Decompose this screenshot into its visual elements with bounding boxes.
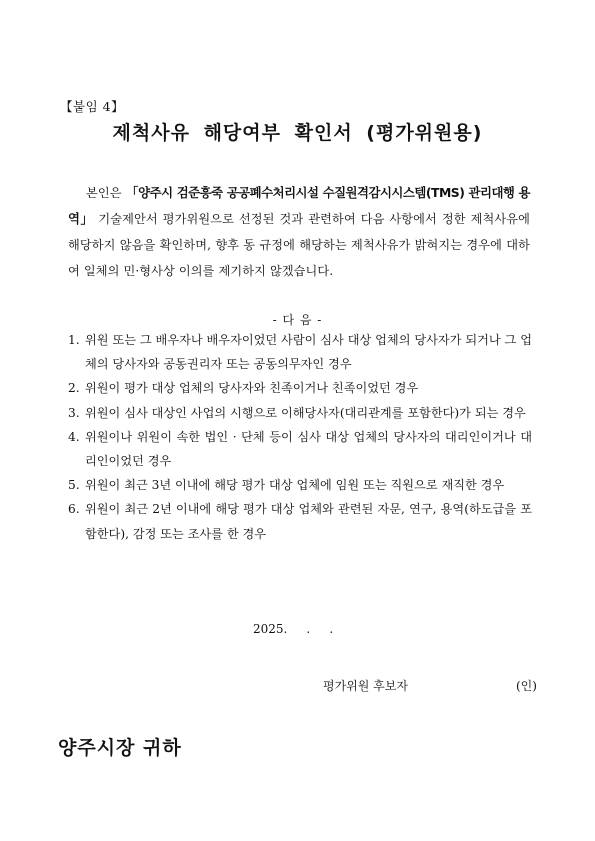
item-number: 5. — [68, 478, 80, 493]
item-number: 2. — [68, 381, 80, 396]
list-item — [68, 473, 532, 497]
project-name: 「양주시 검준흥죽 공공폐수처리시설 수질원격감시시스템(TMS) 관리대행 용역」 — [68, 185, 530, 226]
item-text: 위원이 최근 2년 이내에 해당 평가 대상 업체와 관련된 자문, 연구, 용역(하도급을 포함한다), 감정 또는 조사를 한 경우 — [85, 502, 532, 541]
list-item — [68, 401, 532, 425]
item-text: 위원이나 위원이 속한 법인 · 단체 등이 심사 대상 업체의 당사자의 대리인이거나 대리인이었던 경우 — [85, 429, 532, 469]
intro-body: 기술제안서 평가위원으로 선정된 것과 관련하여 다음 사항에서 정한 제척사유에 해당하지 않음을 확인하며, 향후 동 규정에 해당하는 제척사유가 밝혀지는 경우에 대하여 일체의 민·형사상 이의를 제기하지 않겠습니다. — [68, 212, 530, 278]
recipient-line: 양주시장 귀하 — [58, 737, 182, 759]
item-number: 3. — [68, 405, 80, 420]
list-item — [68, 425, 532, 473]
date-line: 2025. . . — [253, 622, 334, 636]
item-number: 4. — [68, 429, 80, 444]
list-item — [68, 497, 532, 545]
intro-paragraph — [68, 180, 530, 284]
list-item — [68, 328, 532, 376]
exclusion-list — [68, 328, 532, 546]
item-number: 6. — [68, 502, 80, 517]
item-number: 1. — [68, 333, 80, 347]
item-text: 위원이 심사 대상인 사업의 시행으로 이해당사자(대리관계를 포함한다)가 되는 경우 — [85, 405, 526, 420]
attachment-label: 【붙임 4】 — [60, 99, 125, 114]
item-text: 위원이 최근 3년 이내에 해당 평가 대상 업체에 임원 또는 직원으로 재직한 경우 — [85, 478, 505, 493]
dam-label: - 다 음 - — [272, 313, 323, 327]
document-title: 제척사유 해당여부 확인서 (평가위원용) — [112, 122, 483, 144]
item-text: 위원이 평가 대상 업체의 당사자와 친족이거나 친족이었던 경우 — [85, 381, 419, 396]
seal-mark: (인) — [516, 679, 537, 693]
item-text: 위원 또는 그 배우자나 배우자이었던 사람이 심사 대상 업체의 당사자가 되거나 그 업체의 당사자와 공동권리자 또는 공동의무자인 경우 — [85, 333, 532, 372]
intro-prefix: 본인은 — [86, 186, 122, 200]
candidate-label: 평가위원 후보자 — [323, 679, 408, 693]
list-item — [68, 376, 532, 400]
